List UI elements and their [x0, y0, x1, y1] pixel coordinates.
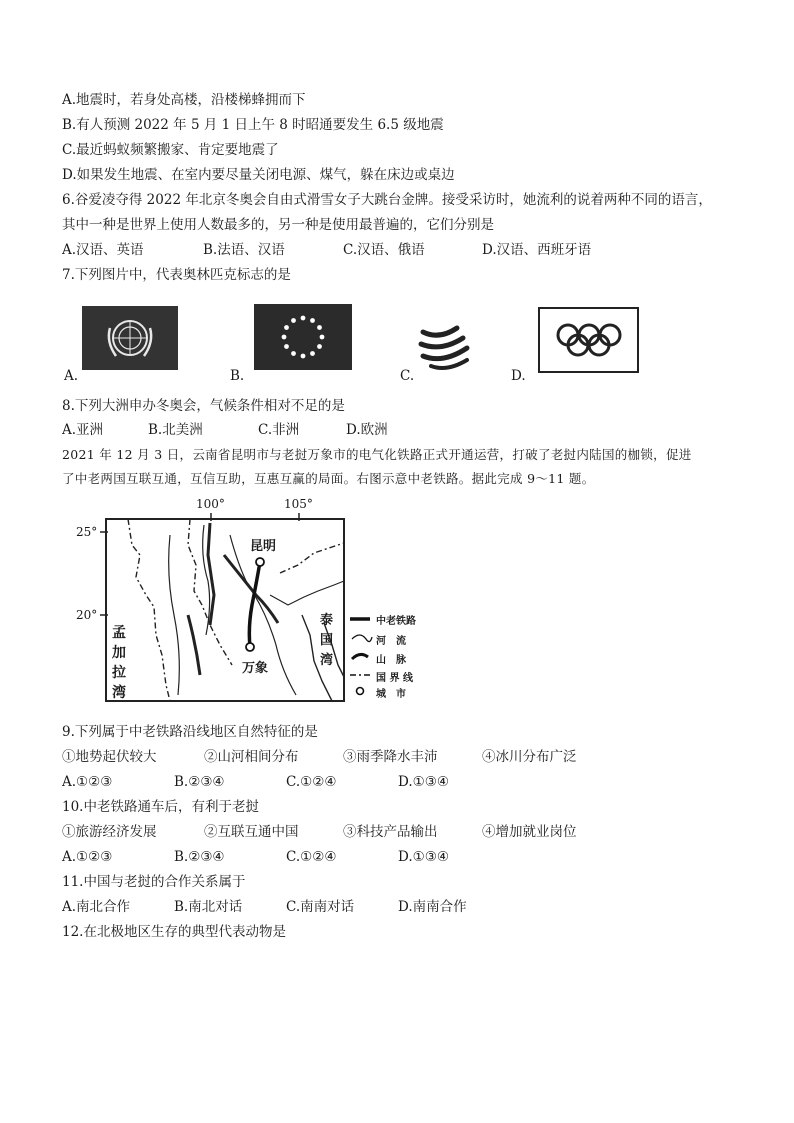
q11-stem: 11.中国与老挝的合作关系属于 — [62, 874, 246, 890]
q7-label-a: A. — [64, 368, 79, 384]
olympic-rings-icon — [538, 307, 639, 373]
eu-star — [317, 325, 322, 330]
q8-option-a: A.亚洲 — [62, 422, 104, 438]
q8-option-b: B.北美洲 — [148, 422, 203, 438]
q10-stem: 10.中老铁路通车后，有利于老挝 — [62, 799, 259, 815]
eu-star — [284, 325, 289, 330]
eu-star — [317, 344, 322, 349]
q10-option-b: B.②③④ — [174, 849, 225, 865]
eu-star — [291, 351, 296, 356]
q8-stem: 8.下列大洲申办冬奥会，气候条件相对不足的是 — [62, 398, 345, 414]
eu-star — [282, 335, 287, 340]
q11-option-c: C.南南对话 — [286, 899, 355, 915]
q7-stem: 7.下列图片中，代表奥林匹克标志的是 — [62, 267, 291, 283]
q10-item-1: ①旅游经济发展 — [62, 824, 157, 840]
eu-star — [310, 318, 315, 323]
q9-item-2: ②山河相间分布 — [204, 749, 299, 765]
eu-star — [320, 335, 325, 340]
q10-item-2: ②互联互通中国 — [204, 824, 299, 840]
wto-logo-icon — [417, 318, 475, 374]
map-lat-20: 20° — [76, 608, 98, 622]
map-city-kunming: 昆明 — [250, 539, 277, 554]
q5-option-b: B.有人预测 2022 年 5 月 1 日上午 8 时昭通要发生 6.5 级地震 — [62, 117, 444, 133]
eu-star — [301, 316, 306, 321]
q6-option-a: A.汉语、英语 — [62, 242, 144, 258]
q6-option-b: B.法语、汉语 — [203, 242, 285, 258]
q8-option-d: D.欧洲 — [346, 422, 388, 438]
map-lat-25: 25° — [76, 525, 98, 539]
q9-stem: 9.下列属于中老铁路沿线地区自然特征的是 — [62, 724, 318, 740]
china-laos-railway-map — [70, 495, 450, 705]
q7-label-d: D. — [511, 368, 526, 384]
q8-option-c: C.非洲 — [258, 422, 300, 438]
q9-option-a: A.①②③ — [62, 774, 113, 790]
map-gulf-of-thailand: 泰 国 湾 — [320, 613, 334, 668]
passage-line2: 了中老两国互联互通，互信互助，互惠互赢的局面。右图示意中老铁路。据此完成 9～11 题。 — [62, 471, 595, 486]
q5-option-a: A.地震时，若身处高楼，沿楼梯蜂拥而下 — [62, 92, 306, 108]
eu-star — [284, 344, 289, 349]
q7-label-c: C. — [400, 368, 415, 384]
q10-option-d: D.①③④ — [398, 849, 449, 865]
map-city-vientiane: 万象 — [242, 661, 269, 676]
passage-line1: 2021 年 12 月 3 日，云南省昆明市与老挝万象市的电气化铁路正式开通运营，打破了老挝内陆国的枷锁，促进 — [62, 447, 692, 462]
q9-option-c: C.①②④ — [286, 774, 337, 790]
map-bay-of-bengal: 孟 加 拉 湾 — [112, 625, 126, 701]
q6-stem-line1: 6.谷爱凌夺得 2022 年北京冬奥会自由式滑雪女子大跳台金牌。接受采访时，她流利的说着两种不同的语言， — [62, 192, 712, 208]
q9-option-d: D.①③④ — [398, 774, 449, 790]
q11-option-b: B.南北对话 — [174, 899, 243, 915]
eu-star — [301, 354, 306, 359]
q6-option-c: C.汉语、俄语 — [343, 242, 425, 258]
legend-river: 河 流 — [376, 636, 406, 647]
map-lon-105: 105° — [284, 497, 313, 511]
q11-option-d: D.南南合作 — [398, 899, 467, 915]
eu-flag-icon — [254, 304, 352, 370]
q6-option-d: D.汉语、西班牙语 — [482, 242, 592, 258]
legend-city: 城 市 — [376, 689, 406, 700]
q9-item-1: ①地势起伏较大 — [62, 749, 157, 765]
q10-item-3: ③科技产品输出 — [343, 824, 438, 840]
q9-item-3: ③雨季降水丰沛 — [343, 749, 438, 765]
legend-mountain: 山 脉 — [376, 655, 406, 666]
eu-star — [291, 318, 296, 323]
q6-stem-line2: 其中一种是世界上使用人数最多的，另一种是使用最普遍的，它们分别是 — [62, 217, 494, 233]
eu-star — [310, 351, 315, 356]
q9-option-b: B.②③④ — [174, 774, 225, 790]
un-emblem-icon — [82, 306, 178, 370]
q10-item-4: ④增加就业岗位 — [482, 824, 577, 840]
q9-item-4: ④冰川分布广泛 — [482, 749, 577, 765]
q5-option-d: D.如果发生地震、在室内要尽量关闭电源、煤气，躲在床边或桌边 — [62, 167, 455, 183]
legend-border: 国 界 线 — [376, 673, 413, 684]
q10-option-c: C.①②④ — [286, 849, 337, 865]
q11-option-a: A.南北合作 — [62, 899, 131, 915]
q7-label-b: B. — [230, 368, 245, 384]
map-lon-100: 100° — [196, 497, 225, 511]
q5-option-c: C.最近蚂蚁频繁搬家、肯定要地震了 — [62, 142, 279, 158]
legend-railway: 中老铁路 — [376, 616, 416, 627]
q12-stem: 12.在北极地区生存的典型代表动物是 — [62, 924, 286, 940]
q10-option-a: A.①②③ — [62, 849, 113, 865]
